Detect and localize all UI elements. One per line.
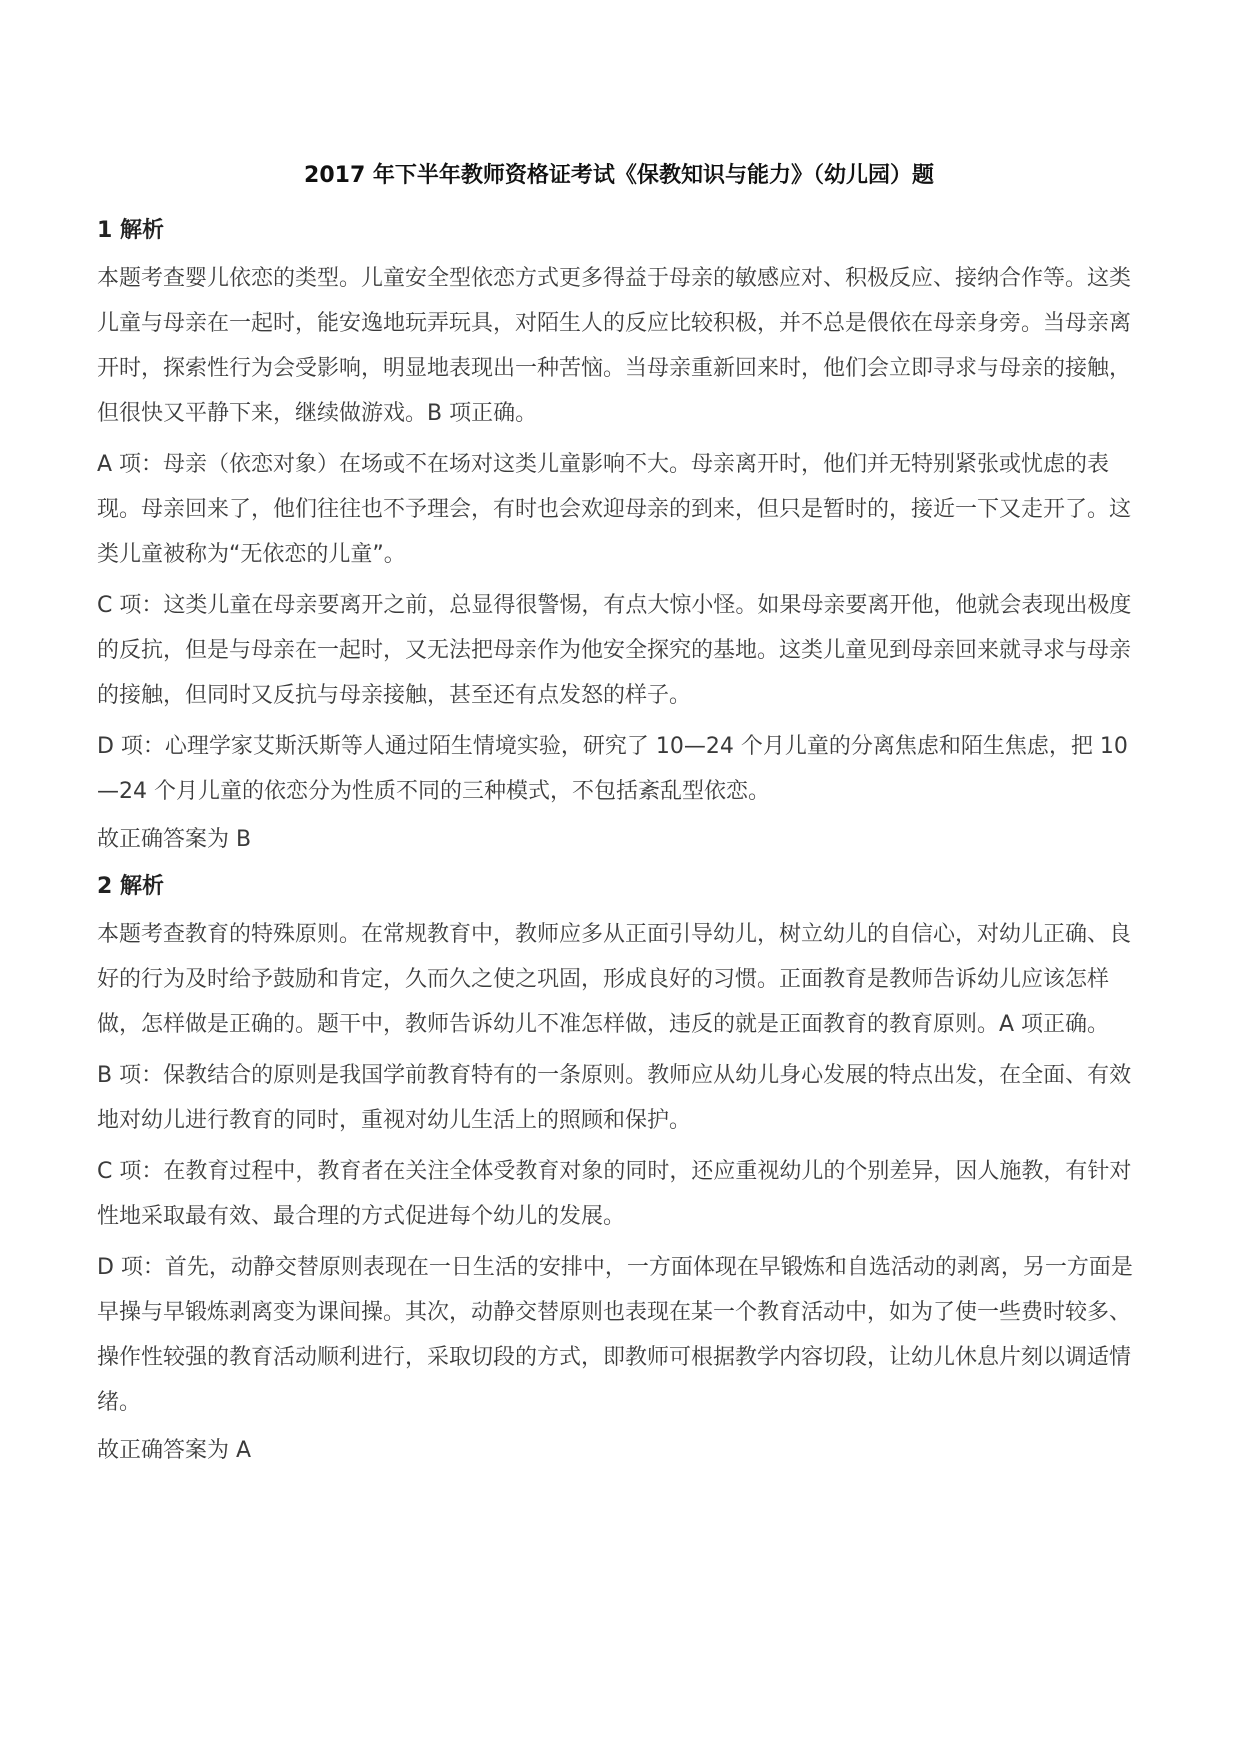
paragraph: C 项：在教育过程中，教育者在关注全体受教育对象的同时，还应重视幼儿的个别差异，因人施教，有针对性地采取最有效、最合理的方式促进每个幼儿的发展。 (97, 1159, 1132, 1229)
section-heading: 2 解析 (97, 874, 164, 899)
paragraph: D 项：心理学家艾斯沃斯等人通过陌生情境实验，研究了 10—24 个月儿童的分离焦虑和陌生焦虑，把 10—24 个月儿童的依恋分为性质不同的三种模式，不包括紊乱型依恋。 (97, 734, 1128, 804)
paragraph: 本题考查教育的特殊原则。在常规教育中，教师应多从正面引导幼儿，树立幼儿的自信心，对幼儿正确、良好的行为及时给予鼓励和肯定，久而久之使之巩固，形成良好的习惯。正面教育是教师告诉幼儿应该怎样做，怎样做是正确的。题干中，教师告诉幼儿不准怎样做，违反的就是正面教育的教育原则。A 项正确。 (97, 922, 1132, 1037)
paragraph: B 项：保教结合的原则是我国学前教育特有的一条原则。教师应从幼儿身心发展的特点出发，在全面、有效地对幼儿进行教育的同时，重视对幼儿生活上的照顾和保护。 (97, 1063, 1132, 1133)
answer-line: 故正确答案为 B (97, 827, 252, 852)
paragraph: 本题考查婴儿依恋的类型。儿童安全型依恋方式更多得益于母亲的敏感应对、积极反应、接纳合作等。这类儿童与母亲在一起时，能安逸地玩弄玩具，对陌生人的反应比较积极，并不总是偎依在母亲身旁。当母亲离开时，探索性行为会受影响，明显地表现出一种苦恼。当母亲重新回来时，他们会立即寻求与母亲的接触，但很快又平静下来，继续做游戏。B 项正确。 (97, 266, 1132, 426)
paragraph: C 项：这类儿童在母亲要离开之前，总显得很警惕，有点大惊小怪。如果母亲要离开他，他就会表现出极度的反抗，但是与母亲在一起时，又无法把母亲作为他安全探究的基地。这类儿童见到母亲回来就寻求与母亲的接触，但同时又反抗与母亲接触，甚至还有点发怒的样子。 (97, 593, 1132, 708)
analysis-section-2 (97, 870, 1141, 1471)
answer-line: 故正确答案为 A (97, 1438, 252, 1463)
paragraph: D 项：首先，动静交替原则表现在一日生活的安排中，一方面体现在早锻炼和自选活动的剥离，另一方面是早操与早锻炼剥离变为课间操。其次，动静交替原则也表现在某一个教育活动中，如为了使一些费时较多、操作性较强的教育活动顺利进行，采取切段的方式，即教师可根据教学内容切段，让幼儿休息片刻以调适情绪。 (97, 1255, 1133, 1415)
paragraph: A 项：母亲（依恋对象）在场或不在场对这类儿童影响不大。母亲离开时，他们并无特别紧张或忧虑的表现。母亲回来了，他们往往也不予理会，有时也会欢迎母亲的到来，但只是暂时的，接近一下又走开了。这类儿童被称为“无依恋的儿童”。 (97, 452, 1132, 567)
document-title: 2017 年下半年教师资格证考试《保教知识与能力》（幼儿园）题 (304, 163, 934, 188)
section-heading: 1 解析 (97, 218, 164, 243)
analysis-section-1 (97, 214, 1141, 860)
